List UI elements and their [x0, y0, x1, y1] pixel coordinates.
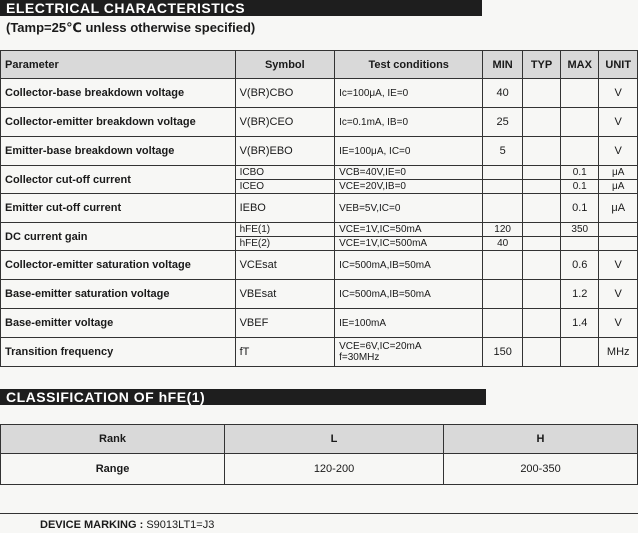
- col-unit: UNIT: [599, 51, 638, 79]
- min-cell: 40: [483, 79, 523, 108]
- unit-cell: μA: [599, 166, 638, 180]
- subtitle: (Tamp=25℃ unless otherwise specified): [6, 20, 256, 35]
- conditions-cell: VCE=20V,IB=0: [335, 180, 483, 194]
- max-cell: 0.1: [561, 166, 599, 180]
- range-h: 200-350: [444, 454, 638, 485]
- parameter-cell: Collector-emitter saturation voltage: [1, 251, 236, 280]
- conditions-cell: VCE=1V,IC=500mA: [335, 237, 483, 251]
- parameter-cell: Transition frequency: [1, 338, 236, 367]
- unit-cell: V: [599, 108, 638, 137]
- min-cell: [483, 280, 523, 309]
- electrical-table: [0, 50, 638, 367]
- table-row: [1, 280, 638, 309]
- col-max: MAX: [561, 51, 599, 79]
- parameter-cell: Emitter cut-off current: [1, 194, 236, 223]
- conditions-cell: VEB=5V,IC=0: [335, 194, 483, 223]
- col-min: MIN: [483, 51, 523, 79]
- unit-cell: V: [599, 251, 638, 280]
- col-conditions: Test conditions: [335, 51, 483, 79]
- max-cell: [561, 137, 599, 166]
- min-cell: 120: [483, 223, 523, 237]
- min-cell: [483, 309, 523, 338]
- max-cell: [561, 108, 599, 137]
- table-row: [1, 309, 638, 338]
- range-row: [1, 454, 638, 485]
- max-cell: 0.6: [561, 251, 599, 280]
- typ-cell: [522, 108, 560, 137]
- table-row: [1, 166, 638, 180]
- table-row: [1, 108, 638, 137]
- max-cell: 1.2: [561, 280, 599, 309]
- divider: [0, 513, 638, 514]
- rank-label: Rank: [1, 425, 225, 454]
- unit-cell: μA: [599, 194, 638, 223]
- max-cell: 350: [561, 223, 599, 237]
- conditions-cell: Ic=100μA, IE=0: [335, 79, 483, 108]
- min-cell: 25: [483, 108, 523, 137]
- symbol-cell: fT: [235, 338, 335, 367]
- conditions-cell: IC=500mA,IB=50mA: [335, 251, 483, 280]
- min-cell: 150: [483, 338, 523, 367]
- table-row: [1, 223, 638, 237]
- parameter-cell: DC current gain: [1, 223, 236, 251]
- rank-l: L: [225, 425, 444, 454]
- table-row: [1, 137, 638, 166]
- typ-cell: [522, 194, 560, 223]
- unit-cell: V: [599, 137, 638, 166]
- symbol-cell: V(BR)EBO: [235, 137, 335, 166]
- conditions-cell: Ic=0.1mA, IB=0: [335, 108, 483, 137]
- unit-cell: V: [599, 79, 638, 108]
- conditions-cell: IE=100μA, IC=0: [335, 137, 483, 166]
- col-parameter: Parameter: [1, 51, 236, 79]
- conditions-cell: VCB=40V,IE=0: [335, 166, 483, 180]
- unit-cell: V: [599, 309, 638, 338]
- classification-title: CLASSIFICATION OF hFE(1): [0, 389, 486, 405]
- min-cell: [483, 194, 523, 223]
- min-cell: [483, 166, 523, 180]
- typ-cell: [522, 338, 560, 367]
- symbol-cell: VCEsat: [235, 251, 335, 280]
- parameter-cell: Collector cut-off current: [1, 166, 236, 194]
- max-cell: 0.1: [561, 180, 599, 194]
- min-cell: [483, 251, 523, 280]
- unit-cell: MHz: [599, 338, 638, 367]
- table-row: [1, 251, 638, 280]
- symbol-cell: VBEsat: [235, 280, 335, 309]
- table-row: [1, 194, 638, 223]
- max-cell: 1.4: [561, 309, 599, 338]
- unit-cell: μA: [599, 180, 638, 194]
- symbol-cell: ICEO: [235, 180, 335, 194]
- header-row: [1, 51, 638, 79]
- typ-cell: [522, 137, 560, 166]
- max-cell: [561, 79, 599, 108]
- col-symbol: Symbol: [235, 51, 335, 79]
- typ-cell: [522, 166, 560, 180]
- marking-label: DEVICE MARKING :: [40, 519, 144, 531]
- unit-cell: [599, 237, 638, 251]
- symbol-cell: hFE(2): [235, 237, 335, 251]
- typ-cell: [522, 280, 560, 309]
- unit-cell: V: [599, 280, 638, 309]
- col-typ: TYP: [522, 51, 560, 79]
- typ-cell: [522, 79, 560, 108]
- min-cell: 40: [483, 237, 523, 251]
- min-cell: [483, 180, 523, 194]
- parameter-cell: Collector-emitter breakdown voltage: [1, 108, 236, 137]
- rank-h: H: [444, 425, 638, 454]
- typ-cell: [522, 180, 560, 194]
- max-cell: [561, 237, 599, 251]
- parameter-cell: Collector-base breakdown voltage: [1, 79, 236, 108]
- typ-cell: [522, 309, 560, 338]
- rank-row: [1, 425, 638, 454]
- range-l: 120-200: [225, 454, 444, 485]
- symbol-cell: VBEF: [235, 309, 335, 338]
- section-title: ELECTRICAL CHARACTERISTICS: [0, 0, 482, 16]
- typ-cell: [522, 237, 560, 251]
- conditions-cell: IE=100mA: [335, 309, 483, 338]
- conditions-cell: VCE=6V,IC=20mA f=30MHz: [335, 338, 483, 367]
- symbol-cell: ICBO: [235, 166, 335, 180]
- typ-cell: [522, 251, 560, 280]
- parameter-cell: Base-emitter voltage: [1, 309, 236, 338]
- symbol-cell: V(BR)CEO: [235, 108, 335, 137]
- max-cell: 0.1: [561, 194, 599, 223]
- typ-cell: [522, 223, 560, 237]
- parameter-cell: Base-emitter saturation voltage: [1, 280, 236, 309]
- table-row: [1, 338, 638, 367]
- unit-cell: [599, 223, 638, 237]
- parameter-cell: Emitter-base breakdown voltage: [1, 137, 236, 166]
- conditions-cell: VCE=1V,IC=50mA: [335, 223, 483, 237]
- table-row: [1, 79, 638, 108]
- symbol-cell: V(BR)CBO: [235, 79, 335, 108]
- min-cell: 5: [483, 137, 523, 166]
- range-label: Range: [1, 454, 225, 485]
- conditions-cell: IC=500mA,IB=50mA: [335, 280, 483, 309]
- symbol-cell: IEBO: [235, 194, 335, 223]
- max-cell: [561, 338, 599, 367]
- symbol-cell: hFE(1): [235, 223, 335, 237]
- marking-value: S9013LT1=J3: [146, 519, 215, 531]
- classification-table: [0, 424, 638, 485]
- device-marking: [40, 519, 214, 531]
